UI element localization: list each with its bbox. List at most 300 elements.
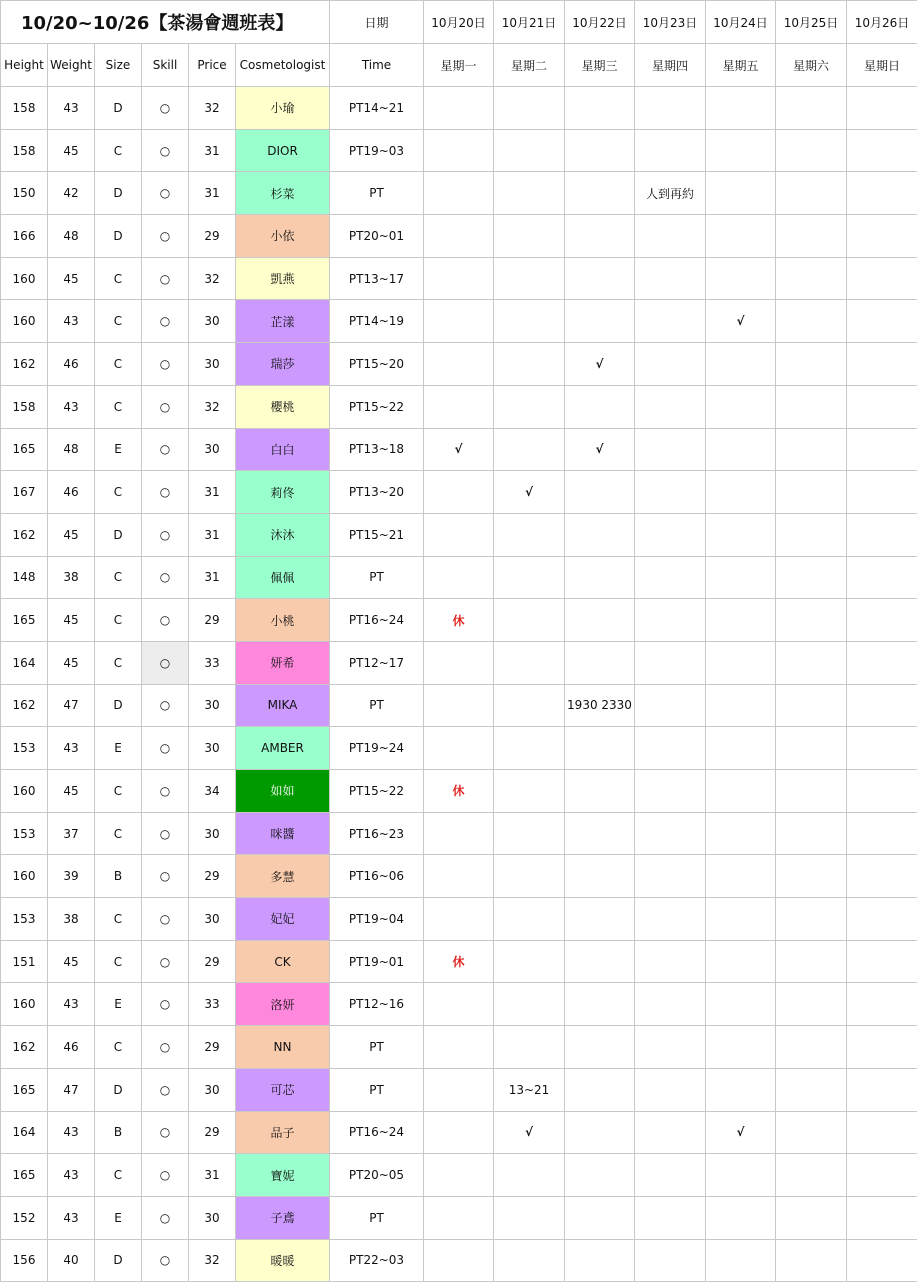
cosmetologist-name: 凱燕 [236, 257, 330, 300]
day-cell [494, 855, 565, 898]
day-cell [706, 855, 776, 898]
header-time: Time [330, 44, 424, 87]
height-cell: 165 [1, 428, 48, 471]
day-cell [635, 855, 706, 898]
weight-cell: 43 [48, 727, 95, 770]
day-cell [635, 87, 706, 130]
day-cell [847, 129, 917, 172]
time-cell: PT [330, 556, 424, 599]
time-cell: PT19~03 [330, 129, 424, 172]
day-cell [706, 215, 776, 258]
day-cell [494, 684, 565, 727]
day-cell [424, 812, 494, 855]
day-cell [424, 983, 494, 1026]
time-cell: PT14~19 [330, 300, 424, 343]
size-cell: E [95, 428, 142, 471]
day-cell [706, 599, 776, 642]
day-cell [565, 556, 635, 599]
size-cell: D [95, 513, 142, 556]
skill-cell: ○ [142, 87, 189, 130]
day-cell [776, 1026, 847, 1069]
schedule-title: 10/20~10/26【茶湯會週班表】 [1, 1, 330, 44]
day-cell: √ [494, 1111, 565, 1154]
day-cell [776, 257, 847, 300]
day-cell [565, 129, 635, 172]
size-cell: C [95, 770, 142, 813]
day-cell [635, 1196, 706, 1239]
day-cell [565, 770, 635, 813]
day-cell [776, 87, 847, 130]
day-cell [847, 215, 917, 258]
day-cell [706, 172, 776, 215]
table-row [1, 684, 917, 727]
day-cell [776, 513, 847, 556]
day-cell [565, 257, 635, 300]
day-cell [494, 1154, 565, 1197]
weight-cell: 45 [48, 770, 95, 813]
price-cell: 31 [189, 471, 236, 514]
height-cell: 158 [1, 87, 48, 130]
price-cell: 30 [189, 684, 236, 727]
day-cell [706, 556, 776, 599]
time-cell: PT13~18 [330, 428, 424, 471]
day-cell [706, 898, 776, 941]
day-cell [706, 641, 776, 684]
date-cell: 10月24日 [706, 1, 776, 44]
day-cell [494, 556, 565, 599]
day-cell [494, 215, 565, 258]
day-cell [847, 1239, 917, 1282]
price-cell: 29 [189, 1111, 236, 1154]
weekday-cell: 星期三 [565, 44, 635, 87]
day-cell [424, 1154, 494, 1197]
day-cell: √ [706, 300, 776, 343]
day-cell [424, 556, 494, 599]
day-cell [635, 257, 706, 300]
table-row [1, 599, 917, 642]
day-cell [494, 1026, 565, 1069]
day-cell [494, 812, 565, 855]
day-cell [424, 343, 494, 386]
day-cell [635, 343, 706, 386]
day-cell [494, 641, 565, 684]
day-cell [847, 898, 917, 941]
day-cell [847, 343, 917, 386]
day-cell [424, 1026, 494, 1069]
day-cell [635, 215, 706, 258]
day-cell [776, 556, 847, 599]
day-cell [494, 300, 565, 343]
height-cell: 165 [1, 1154, 48, 1197]
cosmetologist-name: MIKA [236, 684, 330, 727]
table-row [1, 1196, 917, 1239]
skill-cell: ○ [142, 812, 189, 855]
table-row [1, 1154, 917, 1197]
weight-cell: 43 [48, 1196, 95, 1239]
day-cell [776, 1196, 847, 1239]
day-cell [635, 599, 706, 642]
height-cell: 160 [1, 983, 48, 1026]
skill-cell: ○ [142, 129, 189, 172]
day-cell [776, 812, 847, 855]
day-cell [494, 983, 565, 1026]
height-cell: 153 [1, 898, 48, 941]
time-cell: PT22~03 [330, 1239, 424, 1282]
day-cell [494, 898, 565, 941]
skill-cell: ○ [142, 684, 189, 727]
table-row [1, 215, 917, 258]
skill-cell: ○ [142, 940, 189, 983]
day-cell [706, 1154, 776, 1197]
day-cell: √ [706, 1111, 776, 1154]
cosmetologist-name: 品子 [236, 1111, 330, 1154]
size-cell: C [95, 471, 142, 514]
day-cell [706, 1239, 776, 1282]
day-cell [706, 983, 776, 1026]
day-cell [847, 1111, 917, 1154]
day-cell: 休 [424, 770, 494, 813]
day-cell [706, 940, 776, 983]
size-cell: B [95, 855, 142, 898]
height-cell: 150 [1, 172, 48, 215]
weight-cell: 45 [48, 940, 95, 983]
weekday-cell: 星期一 [424, 44, 494, 87]
day-cell [424, 300, 494, 343]
size-cell: C [95, 641, 142, 684]
size-cell: C [95, 898, 142, 941]
skill-cell: ○ [142, 770, 189, 813]
price-cell: 29 [189, 940, 236, 983]
size-cell: E [95, 1196, 142, 1239]
day-cell [565, 1154, 635, 1197]
price-cell: 32 [189, 257, 236, 300]
size-cell: C [95, 556, 142, 599]
weight-cell: 42 [48, 172, 95, 215]
weight-cell: 48 [48, 215, 95, 258]
date-cell: 10月22日 [565, 1, 635, 44]
skill-cell: ○ [142, 513, 189, 556]
day-cell [635, 556, 706, 599]
cosmetologist-name: 暖暖 [236, 1239, 330, 1282]
size-cell: D [95, 1239, 142, 1282]
skill-cell: ○ [142, 172, 189, 215]
day-cell [706, 684, 776, 727]
price-cell: 29 [189, 1026, 236, 1069]
day-cell [565, 983, 635, 1026]
day-cell [494, 385, 565, 428]
price-cell: 30 [189, 727, 236, 770]
date-cell: 10月20日 [424, 1, 494, 44]
day-cell [847, 684, 917, 727]
skill-cell: ○ [142, 1068, 189, 1111]
header-price: Price [189, 44, 236, 87]
time-cell: PT20~01 [330, 215, 424, 258]
day-cell: 1930 2330 [565, 684, 635, 727]
cosmetologist-name: 莉佟 [236, 471, 330, 514]
day-cell [706, 87, 776, 130]
day-cell [706, 257, 776, 300]
day-cell [424, 129, 494, 172]
day-cell [635, 727, 706, 770]
table-row [1, 172, 917, 215]
day-cell [494, 940, 565, 983]
day-cell [847, 641, 917, 684]
time-cell: PT15~20 [330, 343, 424, 386]
height-cell: 162 [1, 343, 48, 386]
time-cell: PT [330, 1026, 424, 1069]
cosmetologist-name: 洛妍 [236, 983, 330, 1026]
day-cell [494, 172, 565, 215]
day-cell: √ [565, 343, 635, 386]
day-cell [706, 1068, 776, 1111]
skill-cell: ○ [142, 257, 189, 300]
day-cell [635, 983, 706, 1026]
day-cell [847, 940, 917, 983]
day-cell [635, 898, 706, 941]
day-cell [635, 300, 706, 343]
time-cell: PT [330, 1068, 424, 1111]
day-cell [706, 1026, 776, 1069]
size-cell: D [95, 172, 142, 215]
time-cell: PT16~06 [330, 855, 424, 898]
day-cell [776, 898, 847, 941]
day-cell [706, 129, 776, 172]
price-cell: 29 [189, 215, 236, 258]
weekday-cell: 星期日 [847, 44, 917, 87]
day-cell [424, 471, 494, 514]
weight-cell: 45 [48, 129, 95, 172]
day-cell [424, 513, 494, 556]
size-cell: C [95, 343, 142, 386]
skill-cell: ○ [142, 898, 189, 941]
table-row [1, 983, 917, 1026]
day-cell [847, 812, 917, 855]
time-cell: PT12~17 [330, 641, 424, 684]
height-cell: 160 [1, 770, 48, 813]
cosmetologist-name: 佩佩 [236, 556, 330, 599]
price-cell: 31 [189, 513, 236, 556]
day-cell [565, 172, 635, 215]
day-cell [565, 87, 635, 130]
day-cell [424, 257, 494, 300]
day-cell [847, 556, 917, 599]
price-cell: 31 [189, 1154, 236, 1197]
day-cell [706, 385, 776, 428]
weight-cell: 38 [48, 898, 95, 941]
day-cell [847, 1154, 917, 1197]
day-cell [635, 940, 706, 983]
day-cell [706, 471, 776, 514]
day-cell [776, 855, 847, 898]
time-cell: PT15~21 [330, 513, 424, 556]
size-cell: C [95, 385, 142, 428]
cosmetologist-name: 寶妮 [236, 1154, 330, 1197]
price-cell: 34 [189, 770, 236, 813]
weight-cell: 45 [48, 257, 95, 300]
day-cell [847, 1196, 917, 1239]
weight-cell: 45 [48, 641, 95, 684]
day-cell: 13~21 [494, 1068, 565, 1111]
size-cell: E [95, 983, 142, 1026]
cosmetologist-name: CK [236, 940, 330, 983]
day-cell [776, 1111, 847, 1154]
day-cell [635, 770, 706, 813]
price-cell: 33 [189, 983, 236, 1026]
day-cell [494, 428, 565, 471]
skill-cell: ○ [142, 1154, 189, 1197]
skill-cell: ○ [142, 1196, 189, 1239]
day-cell [565, 471, 635, 514]
price-cell: 32 [189, 87, 236, 130]
day-cell [635, 1154, 706, 1197]
day-cell [635, 812, 706, 855]
price-cell: 32 [189, 385, 236, 428]
day-cell [776, 428, 847, 471]
day-cell [565, 1239, 635, 1282]
time-cell: PT12~16 [330, 983, 424, 1026]
height-cell: 160 [1, 300, 48, 343]
size-cell: C [95, 1026, 142, 1069]
day-cell [635, 1239, 706, 1282]
weight-cell: 37 [48, 812, 95, 855]
day-cell [494, 727, 565, 770]
skill-cell: ○ [142, 428, 189, 471]
day-cell [847, 257, 917, 300]
day-cell [847, 1026, 917, 1069]
day-cell [776, 641, 847, 684]
day-cell [494, 513, 565, 556]
title-row [1, 1, 917, 44]
day-cell [565, 940, 635, 983]
cosmetologist-name: 小依 [236, 215, 330, 258]
time-cell: PT13~20 [330, 471, 424, 514]
day-cell [565, 513, 635, 556]
weight-cell: 45 [48, 599, 95, 642]
cosmetologist-name: 小桃 [236, 599, 330, 642]
height-cell: 160 [1, 855, 48, 898]
height-cell: 165 [1, 1068, 48, 1111]
weekday-cell: 星期二 [494, 44, 565, 87]
day-cell [494, 87, 565, 130]
day-cell [424, 1068, 494, 1111]
weekday-cell: 星期五 [706, 44, 776, 87]
size-cell: C [95, 599, 142, 642]
time-cell: PT [330, 1196, 424, 1239]
table-row [1, 513, 917, 556]
skill-cell: ○ [142, 855, 189, 898]
height-cell: 164 [1, 641, 48, 684]
cosmetologist-name: 芷漾 [236, 300, 330, 343]
weekday-cell: 星期四 [635, 44, 706, 87]
cosmetologist-name: DIOR [236, 129, 330, 172]
time-cell: PT19~01 [330, 940, 424, 983]
day-cell [847, 727, 917, 770]
day-cell [706, 513, 776, 556]
day-cell [565, 215, 635, 258]
skill-cell: ○ [142, 343, 189, 386]
day-cell [776, 1068, 847, 1111]
day-cell: 人到再約 [635, 172, 706, 215]
skill-cell: ○ [142, 727, 189, 770]
price-cell: 30 [189, 343, 236, 386]
day-cell [565, 300, 635, 343]
day-cell [635, 1111, 706, 1154]
cosmetologist-name: 子鳶 [236, 1196, 330, 1239]
day-cell [424, 855, 494, 898]
weight-cell: 47 [48, 684, 95, 727]
skill-cell: ○ [142, 385, 189, 428]
day-cell [847, 513, 917, 556]
cosmetologist-name: 咪醬 [236, 812, 330, 855]
weight-cell: 39 [48, 855, 95, 898]
header-height: Height [1, 44, 48, 87]
height-cell: 148 [1, 556, 48, 599]
date-cell: 10月23日 [635, 1, 706, 44]
day-cell [776, 940, 847, 983]
skill-cell: ○ [142, 983, 189, 1026]
day-cell [565, 898, 635, 941]
day-cell [494, 770, 565, 813]
price-cell: 31 [189, 556, 236, 599]
skill-cell: ○ [142, 1111, 189, 1154]
day-cell [847, 172, 917, 215]
day-cell [424, 87, 494, 130]
day-cell [706, 428, 776, 471]
height-cell: 167 [1, 471, 48, 514]
day-cell [776, 1154, 847, 1197]
day-cell [565, 1196, 635, 1239]
skill-cell: ○ [142, 1239, 189, 1282]
table-row [1, 1239, 917, 1282]
header-skill: Skill [142, 44, 189, 87]
day-cell [424, 641, 494, 684]
size-cell: C [95, 812, 142, 855]
day-cell [424, 727, 494, 770]
cosmetologist-name: 妃妃 [236, 898, 330, 941]
price-cell: 32 [189, 1239, 236, 1282]
weight-cell: 38 [48, 556, 95, 599]
day-cell [424, 1196, 494, 1239]
size-cell: D [95, 1068, 142, 1111]
weight-cell: 43 [48, 1154, 95, 1197]
cosmetologist-name: NN [236, 1026, 330, 1069]
price-cell: 31 [189, 129, 236, 172]
header-row [1, 44, 917, 87]
time-cell: PT [330, 684, 424, 727]
height-cell: 158 [1, 129, 48, 172]
price-cell: 30 [189, 300, 236, 343]
day-cell: 休 [424, 599, 494, 642]
day-cell [424, 1239, 494, 1282]
header-weight: Weight [48, 44, 95, 87]
size-cell: D [95, 215, 142, 258]
time-cell: PT20~05 [330, 1154, 424, 1197]
day-cell [776, 983, 847, 1026]
table-row [1, 87, 917, 130]
size-cell: B [95, 1111, 142, 1154]
day-cell [424, 385, 494, 428]
table-row [1, 770, 917, 813]
table-row [1, 855, 917, 898]
price-cell: 30 [189, 898, 236, 941]
day-cell [847, 770, 917, 813]
table-row [1, 385, 917, 428]
date-cell: 10月21日 [494, 1, 565, 44]
time-cell: PT16~24 [330, 1111, 424, 1154]
table-row [1, 257, 917, 300]
day-cell: √ [494, 471, 565, 514]
day-cell [424, 215, 494, 258]
